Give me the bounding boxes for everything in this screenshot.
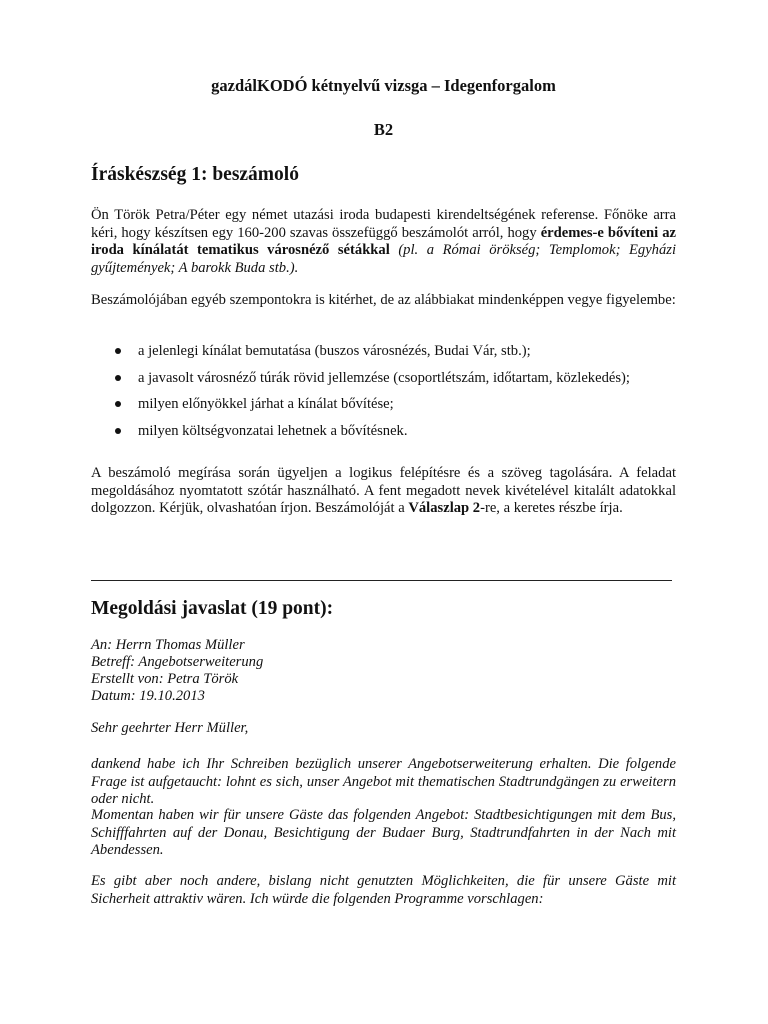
task-instructions: Beszámolójában egyéb szempontokra is kitérhet, de az alábbiakat mindenképpen vegye figyelembe:	[91, 292, 676, 308]
task-closing-text-1: A beszámoló megírása során ügyeljen a logikus felépítésre és a szöveg tagolására. A feladat megoldásához nyomtatott szótár használható. A fent megadott nevek kivételével kitalált adatokkal dolgozzon. Kérjük, olvashatóan írjon. Beszámolóját a	[91, 465, 676, 516]
list-item	[91, 370, 676, 397]
list-item-text: milyen költségvonzatai lehetnek a bővítésnek.	[138, 422, 408, 439]
task-heading: Íráskészség 1: beszámoló	[91, 164, 299, 185]
task-intro-text-2: (pl. a Római örökség; Templomok; Egyházi gyűjtemények; A barokk Buda stb.).	[91, 242, 676, 276]
meta-subject: Betreff: Angebotserweiterung	[91, 654, 264, 670]
bullet-icon	[115, 375, 121, 381]
task-intro-bold: érdemes-e bővíteni az iroda kínálatát tematikus városnéző sétákkal	[91, 224, 677, 258]
letter-salutation: Sehr geehrter Herr Müller,	[91, 720, 249, 736]
task-closing-text-2: -re, a keretes részbe írja.	[480, 500, 623, 516]
letter-paragraph-1: dankend habe ich Ihr Schreiben bezüglich unserer Angebotserweiterung erhalten. Die folgende Frage ist aufgetaucht: lohnt es sich, unser Angebot mit thematischen Stadtrundgängen zu erweitern oder nicht.	[91, 756, 676, 807]
exam-title: gazdálKODÓ kétnyelvű vizsga – Idegenforgalom	[211, 76, 556, 95]
bullet-icon	[115, 348, 121, 354]
letter-meta	[91, 637, 263, 705]
task-intro-text-1: Ön Török Petra/Péter egy német utazási iroda budapesti kirendeltségének referense. Főnöke arra kéri, hogy készítsen egy 160-200 szavas összefüggő beszámolót arról, hogy	[91, 207, 676, 241]
solution-heading: Megoldási javaslat (19 pont):	[91, 598, 334, 619]
list-item	[91, 343, 676, 370]
section-divider	[91, 580, 672, 581]
list-item-text: a jelenlegi kínálat bemutatása (buszos városnézés, Budai Vár, stb.);	[138, 343, 531, 359]
level-label: B2	[373, 120, 394, 139]
task-closing	[91, 465, 676, 518]
task-closing-bold: Válaszlap 2	[408, 500, 481, 516]
bullet-icon	[115, 428, 121, 434]
task-intro	[91, 207, 676, 277]
list-item-text: a javasolt városnéző túrák rövid jellemzése (csoportlétszám, időtartam, közlekedés);	[138, 369, 630, 386]
list-item-text: milyen előnyökkel járhat a kínálat bővítése;	[138, 396, 394, 412]
letter-paragraph-3: Es gibt aber noch andere, bislang nicht genutzten Möglichkeiten, die für unsere Gäste mit Sicherheit attraktiv wären. Ich würde die folgenden Programme vorschlagen:	[91, 873, 676, 907]
list-item	[91, 423, 676, 450]
bullet-icon	[115, 401, 121, 407]
requirements-list	[91, 343, 676, 449]
meta-author: Erstellt von: Petra Török	[91, 671, 239, 687]
list-item	[91, 396, 676, 423]
meta-date: Datum: 19.10.2013	[91, 688, 205, 704]
letter-paragraph-2: Momentan haben wir für unsere Gäste das folgenden Angebot: Stadtbesichtigungen mit dem Bus, Schifffahrten auf der Donau, Besichtigung der Budaer Burg, Stadtrundfahrten in der Nach mit Abendessen.	[91, 807, 676, 858]
meta-recipient: An: Herrn Thomas Müller	[91, 637, 245, 653]
